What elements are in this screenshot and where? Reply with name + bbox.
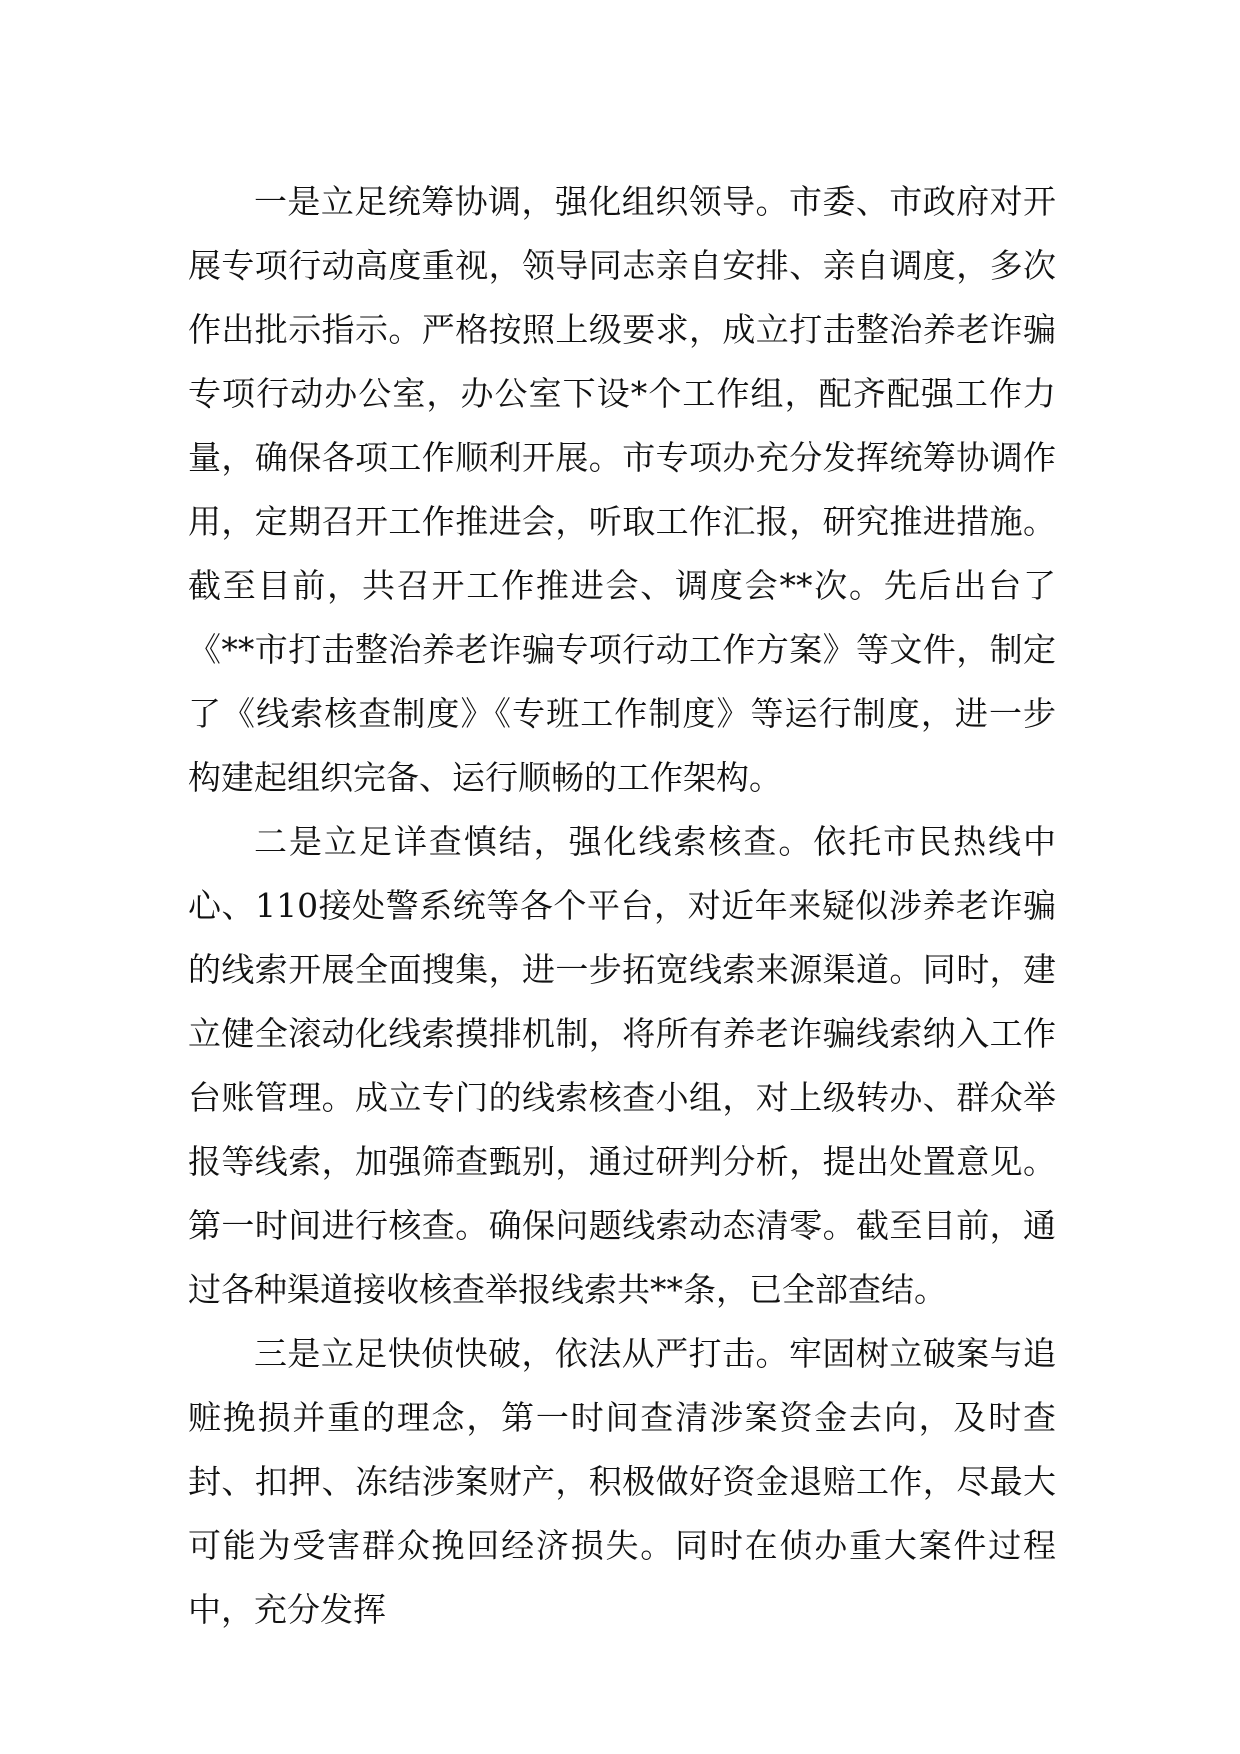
document-body <box>188 170 1056 1642</box>
paragraph-2: 二是立足详查慎结，强化线索核查。依托市民热线中心、110接处警系统等各个平台，对近年来疑似涉养老诈骗的线索开展全面搜集，进一步拓宽线索来源渠道。同时，建立健全滚动化线索摸排机制，将所有养老诈骗线索纳入工作台账管理。成立专门的线索核查小组，对上级转办、群众举报等线索，加强筛查甄别，通过研判分析，提出处置意见。第一时间进行核查。确保问题线索动态清零。截至目前，通过各种渠道接收核查举报线索共**条，已全部查结。 <box>188 822 1056 1309</box>
paragraph-3: 三是立足快侦快破，依法从严打击。牢固树立破案与追赃挽损并重的理念，第一时间查清涉案资金去向，及时查封、扣押、冻结涉案财产，积极做好资金退赔工作，尽最大可能为受害群众挽回经济损失。同时在侦办重大案件过程中，充分发挥 <box>188 1334 1056 1629</box>
paragraph-1: 一是立足统筹协调，强化组织领导。市委、市政府对开展专项行动高度重视，领导同志亲自安排、亲自调度，多次作出批示指示。严格按照上级要求，成立打击整治养老诈骗专项行动办公室，办公室下设*个工作组，配齐配强工作力量，确保各项工作顺利开展。市专项办充分发挥统筹协调作用，定期召开工作推进会，听取工作汇报，研究推进措施。截至目前，共召开工作推进会、调度会**次。先后出台了《**市打击整治养老诈骗专项行动工作方案》等文件，制定了《线索核查制度》《专班工作制度》等运行制度，进一步构建起组织完备、运行顺畅的工作架构。 <box>188 182 1056 797</box>
